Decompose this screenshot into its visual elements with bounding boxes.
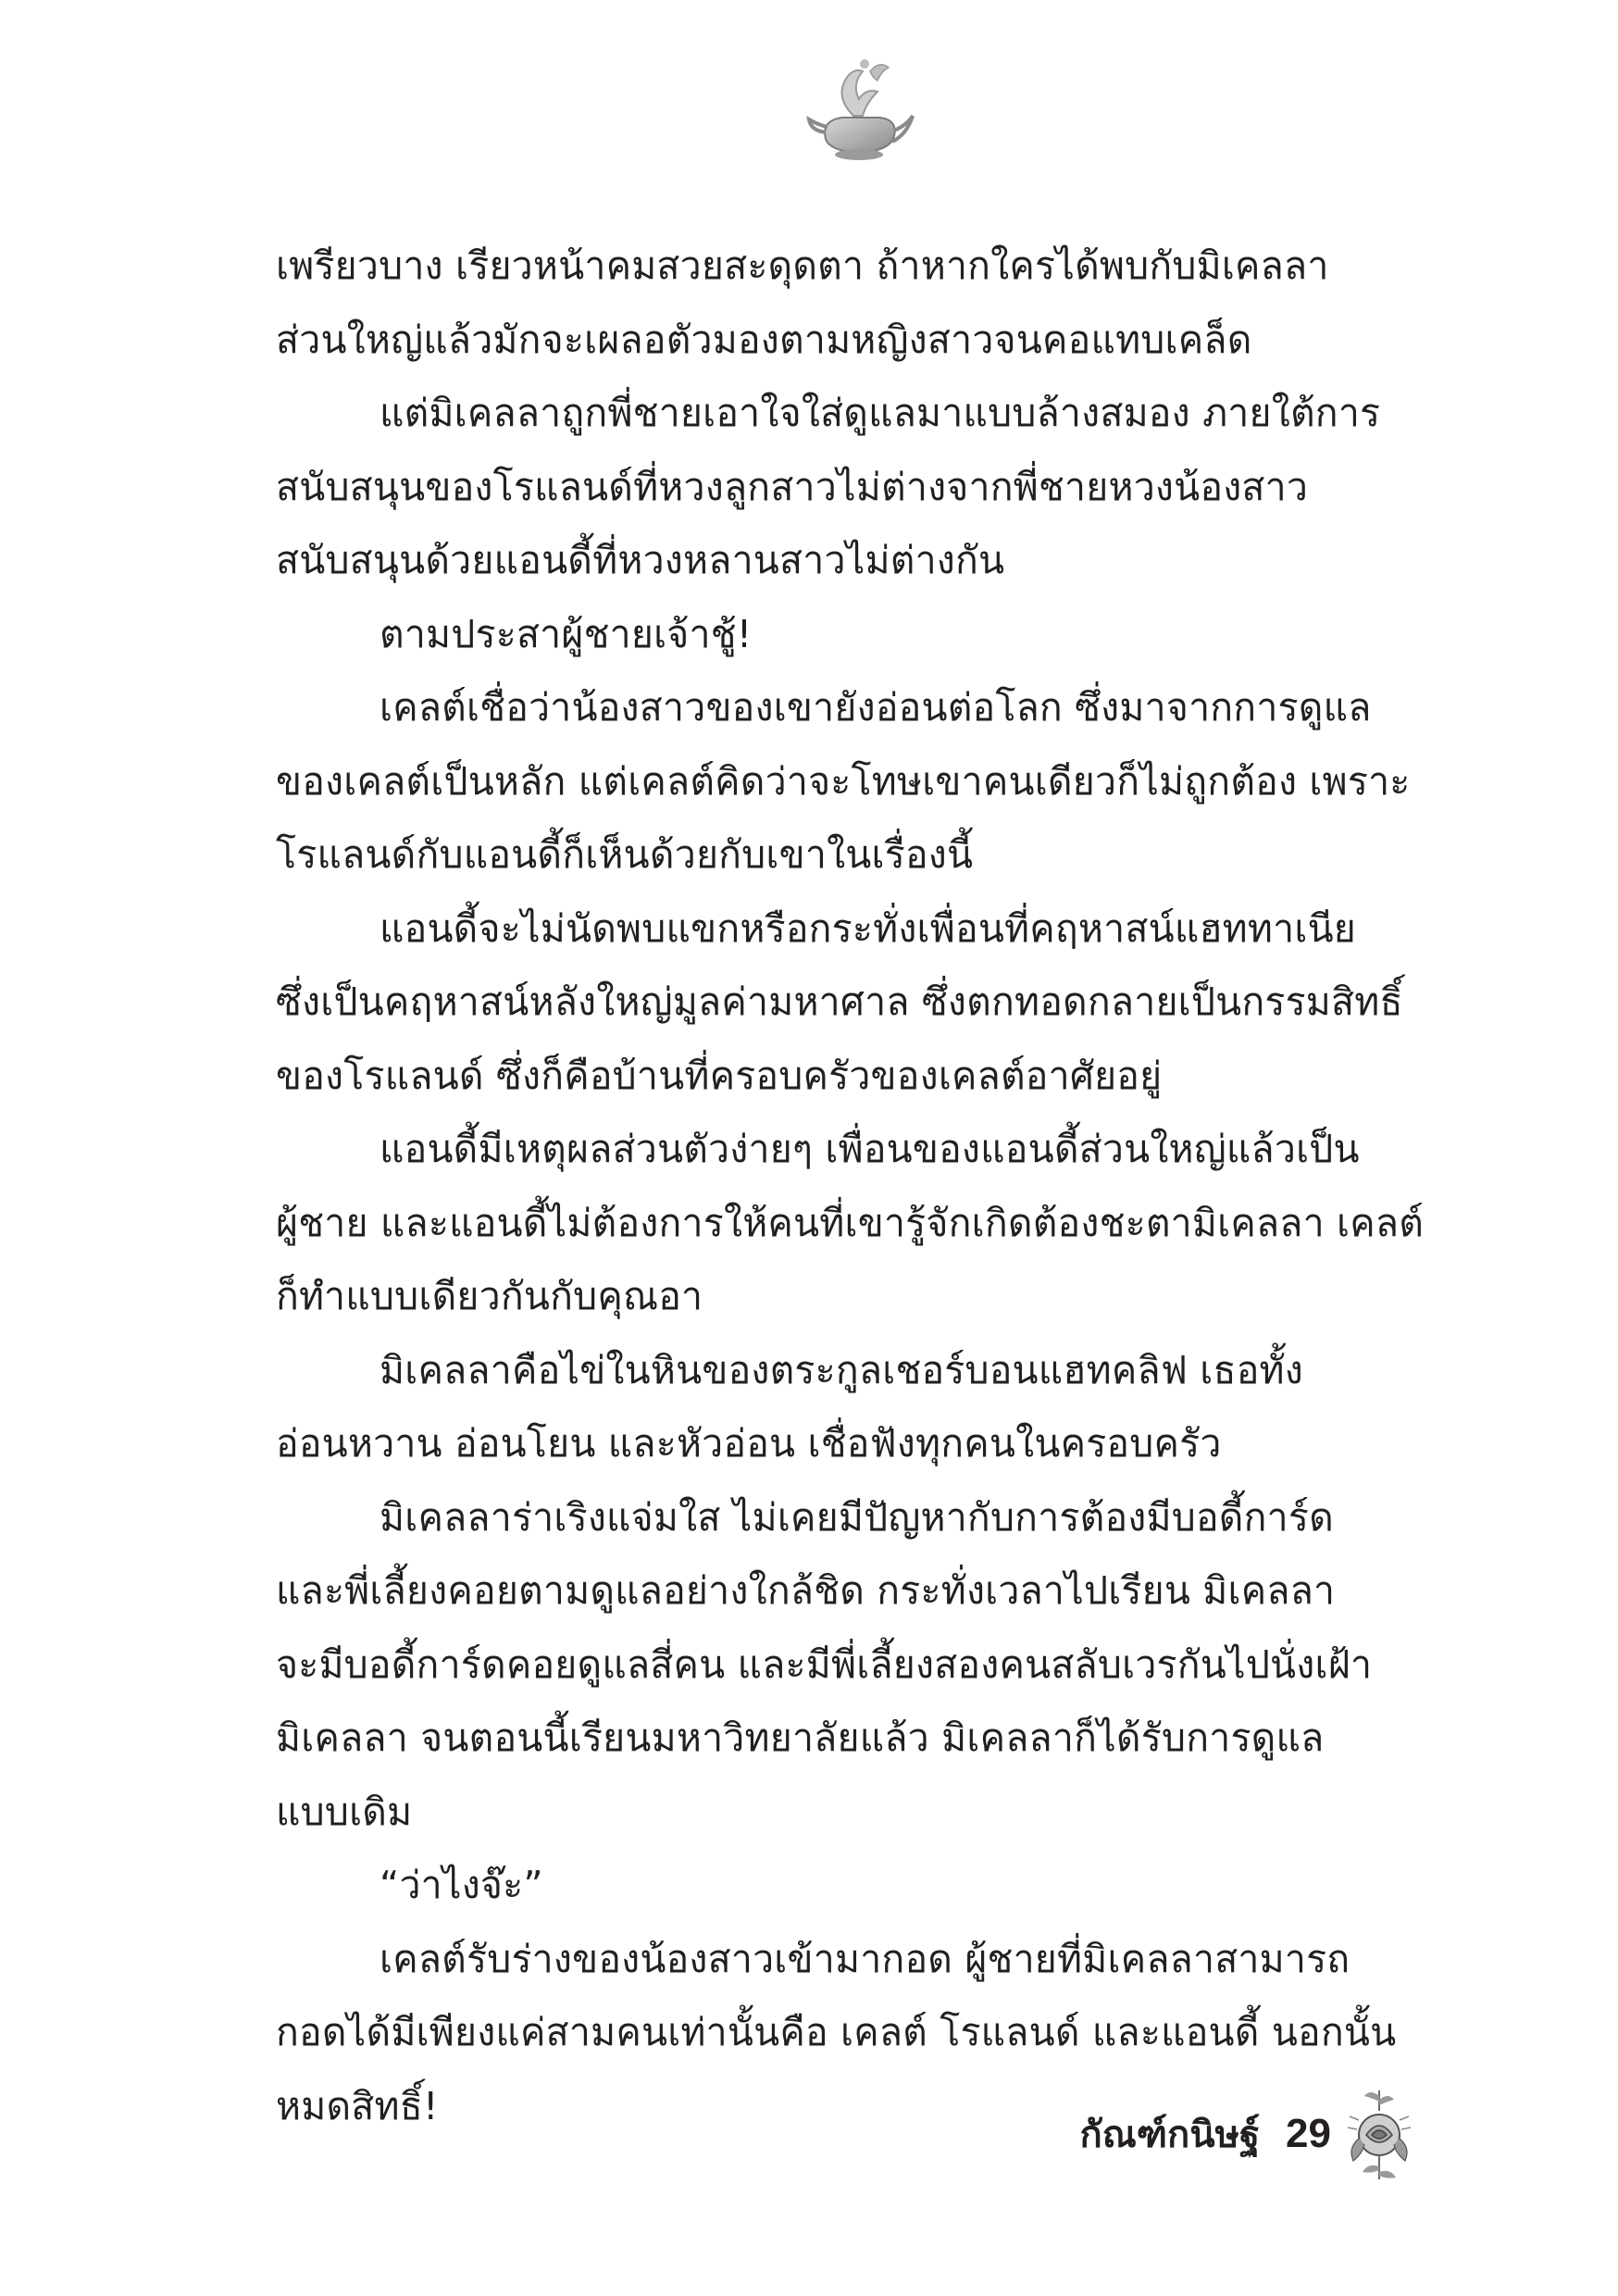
text-line: เคลต์เชื่อว่าน้องสาวของเขายังอ่อนต่อโลก ซึ่งมาจากการดูแล <box>380 685 1372 730</box>
text-line: “ว่าไงจ๊ะ” <box>380 1863 543 1907</box>
text-line: อ่อนหวาน อ่อนโยน และหัวอ่อน เชื่อฟังทุกคนในครอบครัว <box>276 1421 1222 1466</box>
text-line: เคลต์รับร่างของน้องสาวเข้ามากอด ผู้ชายที่มิเคลลาสามารถ <box>380 1936 1350 1981</box>
page-footer <box>1080 2083 1414 2185</box>
text-line: โรแลนด์กับแอนดี้ก็เห็นด้วยกับเขาในเรื่องนี้ <box>276 832 974 877</box>
rose-flower-icon <box>1344 2083 1414 2185</box>
text-line: ของเคลต์เป็นหลัก แต่เคลต์คิดว่าจะโทษเขาคนเดียวก็ไม่ถูกต้อง เพราะ <box>276 758 1411 804</box>
text-line: แต่มิเคลลาถูกพี่ชายเอาใจใส่ดูแลมาแบบล้างสมอง ภายใต้การ <box>380 391 1381 435</box>
text-line: มิเคลลา จนตอนนี้เรียนมหาวิทยาลัยแล้ว มิเคลลาก็ได้รับการดูแล <box>276 1716 1325 1760</box>
text-line: เพรียวบาง เรียวหน้าคมสวยสะดุดตา ถ้าหากใครได้พบกับมิเคลลา <box>276 243 1329 288</box>
book-title: กัณฑ์กนิษฐ์ <box>1079 2114 1261 2156</box>
text-line: สนับสนุนด้วยแอนดี้ที่หวงหลานสาวไม่ต่างกัน <box>276 538 1005 582</box>
text-line: และพี่เลี้ยงคอยตามดูแลอย่างใกล้ชิด กระทั่งเวลาไปเรียน มิเคลลา <box>276 1568 1336 1613</box>
text-line: กอดได้มีเพียงแค่สามคนเท่านั้นคือ เคลต์ โรแลนด์ และแอนดี้ นอกนั้น <box>276 2010 1397 2054</box>
text-line: แอนดี้จะไม่นัดพบแขกหรือกระทั่งเพื่อนที่คฤหาสน์แฮททาเนีย <box>380 905 1357 951</box>
text-line: ก็ทำแบบเดียวกันกับคุณอา <box>276 1274 703 1318</box>
teapot-lamp-icon <box>798 51 918 171</box>
text-line: ซึ่งเป็นคฤหาสน์หลังใหญ่มูลค่ามหาศาล ซึ่งตกทอดกลายเป็นกรรมสิทธิ์ <box>276 980 1403 1024</box>
chapter-body-text <box>276 230 1470 2143</box>
text-line: ของโรแลนด์ ซึ่งก็คือบ้านที่ครอบครัวของเคลต์อาศัยอยู่ <box>276 1053 1163 1098</box>
text-line: ตามประสาผู้ชายเจ้าชู้! <box>380 611 753 656</box>
page-number: 29 <box>1286 2111 1331 2156</box>
text-line: สนับสนุนของโรแลนด์ที่หวงลูกสาวไม่ต่างจากพี่ชายหวงน้องสาว <box>276 464 1309 509</box>
text-line: จะมีบอดี้การ์ดคอยดูแลสี่คน และมีพี่เลี้ยงสองคนสลับเวรกันไปนั่งเฝ้า <box>276 1641 1373 1687</box>
text-line: หมดสิทธิ์! <box>276 2083 439 2128</box>
text-line: แบบเดิม <box>276 1789 413 1834</box>
text-line: ผู้ชาย และแอนดี้ไม่ต้องการให้คนที่เขารู้จักเกิดต้องชะตามิเคลลา เคลต์ <box>276 1200 1425 1245</box>
text-line: มิเคลลาคือไข่ในหินของตระกูลเชอร์บอนแฮทคลิฟ เธอทั้ง <box>380 1347 1303 1392</box>
text-line: มิเคลลาร่าเริงแจ่มใส ไม่เคยมีปัญหากับการต้องมีบอดี้การ์ด <box>380 1494 1334 1540</box>
text-line: แอนดี้มีเหตุผลส่วนตัวง่ายๆ เพื่อนของแอนดี้ส่วนใหญ่แล้วเป็น <box>380 1127 1360 1171</box>
text-line: ส่วนใหญ่แล้วมักจะเผลอตัวมองตามหญิงสาวจนคอแทบเคล็ด <box>276 317 1252 362</box>
